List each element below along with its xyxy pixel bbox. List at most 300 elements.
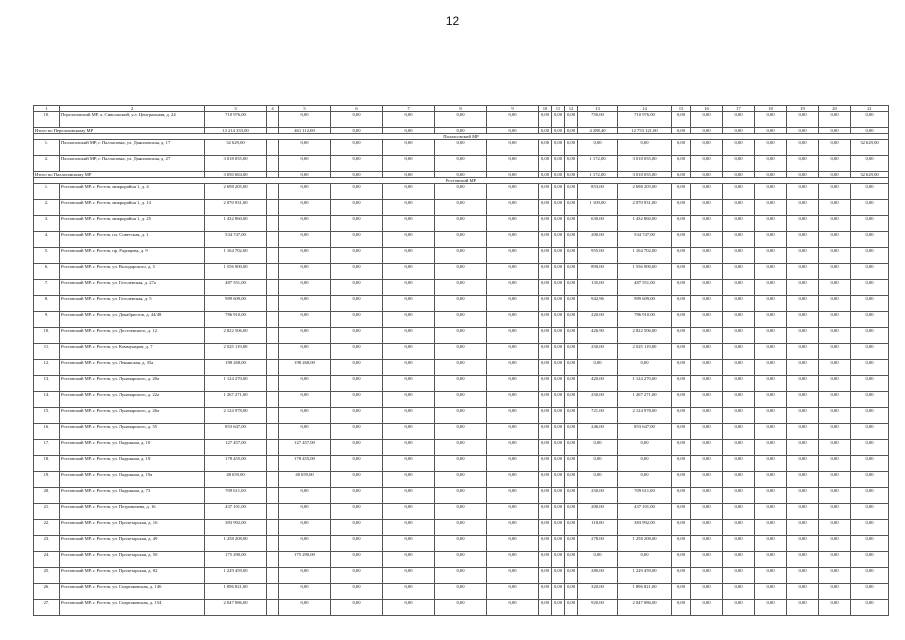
table-cell: 0,00 xyxy=(331,280,383,296)
table-cell: 0,00 xyxy=(723,536,755,552)
table-cell: 0,00 xyxy=(618,456,672,472)
table-row xyxy=(34,112,889,128)
table-cell: 0,00 xyxy=(755,156,787,172)
table-cell: 0,00 xyxy=(723,584,755,600)
table-cell: 0,00 xyxy=(435,172,487,178)
table-cell: 0,00 xyxy=(672,600,691,616)
table-cell: 0,00 xyxy=(435,112,487,128)
table-cell: 2 047 086,00 xyxy=(618,600,672,616)
table-cell: 0,00 xyxy=(331,328,383,344)
table-cell: 890,00 xyxy=(578,264,618,280)
address-cell: Перелазовский МР, х. Сиволжский, у.л. Центральная, д. 24 xyxy=(60,112,205,128)
table-cell: 0,00 xyxy=(691,488,723,504)
table-row xyxy=(34,156,889,172)
table-cell: 0,00 xyxy=(565,440,578,456)
table-cell: 0,00 xyxy=(755,504,787,520)
table-row xyxy=(34,296,889,312)
table-cell: 0,00 xyxy=(755,440,787,456)
table-cell: 0,00 xyxy=(487,328,539,344)
table-cell: 0,00 xyxy=(723,328,755,344)
table-cell: 0,00 xyxy=(787,552,819,568)
table-cell: 0,00 xyxy=(723,344,755,360)
table-cell: 0,00 xyxy=(552,552,565,568)
table-cell: 0,00 xyxy=(539,360,552,376)
table-cell: 1 124 270,00 xyxy=(618,376,672,392)
table-cell: 0,00 xyxy=(539,248,552,264)
table-cell: 1 172,00 xyxy=(578,156,618,172)
table-cell: 1 267 271,00 xyxy=(205,392,267,408)
table-cell: 0,00 xyxy=(552,200,565,216)
table-cell: 0,00 xyxy=(279,156,331,172)
table-cell: 0,00 xyxy=(819,504,851,520)
row-number: 19. xyxy=(34,472,60,488)
table-cell: 0,00 xyxy=(851,280,889,296)
table-cell: 0,00 xyxy=(487,504,539,520)
table-cell: 0,00 xyxy=(383,232,435,248)
table-cell: 0,00 xyxy=(331,552,383,568)
table-cell: 853 647,00 xyxy=(618,424,672,440)
table-cell: 175 290,00 xyxy=(205,552,267,568)
table-cell: 3 018 055,00 xyxy=(618,156,672,172)
row-number: 27. xyxy=(34,600,60,616)
table-cell: 0,00 xyxy=(755,456,787,472)
table-row xyxy=(34,200,889,216)
table-cell xyxy=(267,440,279,456)
table-cell: 0,00 xyxy=(331,344,383,360)
table-cell: 0,00 xyxy=(723,172,755,178)
table-cell: 0,00 xyxy=(691,140,723,156)
table-cell: 0,00 xyxy=(851,128,889,134)
table-cell: 0,00 xyxy=(819,456,851,472)
table-cell: 320,00 xyxy=(578,584,618,600)
table-cell xyxy=(267,552,279,568)
table-cell: 0,00 xyxy=(565,216,578,232)
table-cell: 0,00 xyxy=(755,216,787,232)
table-cell: 0,00 xyxy=(851,552,889,568)
table-cell: 0,00 xyxy=(487,520,539,536)
table-cell: 0,00 xyxy=(565,520,578,536)
table-cell: 0,00 xyxy=(787,232,819,248)
table-cell: 198 268,00 xyxy=(205,360,267,376)
table-cell: 0,00 xyxy=(672,472,691,488)
column-number: 8 xyxy=(435,106,487,112)
column-number: 18 xyxy=(755,106,787,112)
table-cell: 0,00 xyxy=(435,392,487,408)
address-cell: Ростовский МР, г. Ростов, ул. Луначарского, д. 26а xyxy=(60,408,205,424)
table-cell: 0,00 xyxy=(723,568,755,584)
address-cell: Ростовский МР, г. Ростов, ул. Володарского, д. 5 xyxy=(60,264,205,280)
table-row xyxy=(34,140,889,156)
table-cell: 0,00 xyxy=(552,296,565,312)
table-cell: 0,00 xyxy=(755,552,787,568)
table-cell: 0,00 xyxy=(851,344,889,360)
table-cell: 0,00 xyxy=(435,488,487,504)
table-cell: 0,00 xyxy=(539,128,552,134)
table-cell: 0,00 xyxy=(755,584,787,600)
table-cell: 0,00 xyxy=(819,408,851,424)
table-cell: 0,00 xyxy=(851,360,889,376)
table-cell xyxy=(267,344,279,360)
table-cell: 0,00 xyxy=(691,584,723,600)
table-cell: 0,00 xyxy=(565,392,578,408)
table-cell: 534 747,00 xyxy=(618,232,672,248)
table-cell: 0,00 xyxy=(487,408,539,424)
table-cell: 0,00 xyxy=(279,584,331,600)
repair-program-table xyxy=(33,105,889,616)
table-cell: 0,00 xyxy=(787,584,819,600)
table-cell: 0,00 xyxy=(435,264,487,280)
table-cell: 0,00 xyxy=(279,296,331,312)
table-cell: 0,00 xyxy=(723,600,755,616)
address-cell: Ростовский МР, г. Ростов, ул. Луначарского, д. 20а xyxy=(60,376,205,392)
row-number: 5. xyxy=(34,248,60,264)
table-cell: 0,00 xyxy=(672,536,691,552)
table-cell: 0,00 xyxy=(279,280,331,296)
table-row xyxy=(34,536,889,552)
table-cell: 2 822 506,00 xyxy=(205,328,267,344)
table-cell: 0,00 xyxy=(331,536,383,552)
table-cell xyxy=(267,184,279,200)
table-cell: 0,00 xyxy=(435,184,487,200)
table-row xyxy=(34,232,889,248)
table-cell: 0,00 xyxy=(672,248,691,264)
address-cell: Ростовский МР, г. Ростов, ул. Пролетарская, д. 82 xyxy=(60,568,205,584)
table-cell: 0,00 xyxy=(672,296,691,312)
table-cell: 0,00 xyxy=(552,472,565,488)
table-cell: 0,00 xyxy=(819,232,851,248)
table-cell: 0,00 xyxy=(672,456,691,472)
table-cell: 0,00 xyxy=(787,472,819,488)
table-cell xyxy=(267,536,279,552)
table-cell: 0,00 xyxy=(565,536,578,552)
table-cell: 0,00 xyxy=(552,344,565,360)
table-cell: 0,00 xyxy=(435,536,487,552)
table-cell: 0,00 xyxy=(435,376,487,392)
table-cell: 0,00 xyxy=(331,112,383,128)
table-cell: 0,00 xyxy=(755,184,787,200)
table-cell: 0,00 xyxy=(435,568,487,584)
address-cell: Палласовский МР, г. Палласовка, ул. Даниловская, д. 27 xyxy=(60,156,205,172)
address-cell: Ростовский МР, г. Ростов, пр. Радищева, д. 9 xyxy=(60,248,205,264)
table-cell: 0,00 xyxy=(691,440,723,456)
table-cell: 0,00 xyxy=(279,312,331,328)
address-cell: Ростовский МР, г. Ростов, ул. Петровичева, д. 16 xyxy=(60,504,205,520)
column-number: 5 xyxy=(279,106,331,112)
table-cell: 0,00 xyxy=(723,376,755,392)
table-cell: 0,00 xyxy=(851,248,889,264)
table-row xyxy=(34,456,889,472)
row-number: 18. xyxy=(34,456,60,472)
table-cell: 750,00 xyxy=(578,112,618,128)
table-cell: 0,00 xyxy=(672,112,691,128)
table-cell: 0,00 xyxy=(383,568,435,584)
table-cell xyxy=(267,280,279,296)
table-cell: 0,00 xyxy=(723,248,755,264)
table-cell: 0,00 xyxy=(565,172,578,178)
table-cell: 0,00 xyxy=(851,472,889,488)
table-cell: 0,00 xyxy=(435,216,487,232)
table-cell: 0,00 xyxy=(787,504,819,520)
table-cell: 0,00 xyxy=(383,264,435,280)
table-cell: 0,00 xyxy=(279,232,331,248)
table-cell: 0,00 xyxy=(331,172,383,178)
table-cell: 0,00 xyxy=(691,552,723,568)
table-cell: 0,00 xyxy=(383,156,435,172)
table-cell: 461 112,00 xyxy=(279,128,331,134)
table-cell: 2 070 931,00 xyxy=(618,200,672,216)
table-cell: 0,00 xyxy=(755,280,787,296)
table-cell: 0,00 xyxy=(435,232,487,248)
table-cell: 0,00 xyxy=(383,520,435,536)
table-cell: 0,00 xyxy=(552,408,565,424)
address-cell: Ростовский МР, г. Ростов, микрорайон 1, д. 14 xyxy=(60,200,205,216)
table-row xyxy=(34,568,889,584)
table-cell: 0,00 xyxy=(755,488,787,504)
table-cell: 0,00 xyxy=(755,344,787,360)
table-cell: 0,00 xyxy=(539,280,552,296)
table-cell: 0,00 xyxy=(552,140,565,156)
table-cell: 0,00 xyxy=(819,200,851,216)
table-cell: 278,00 xyxy=(578,536,618,552)
table-cell: 0,00 xyxy=(383,140,435,156)
table-cell: 3 050 684,00 xyxy=(205,172,267,178)
row-number: 3. xyxy=(34,216,60,232)
table-cell xyxy=(267,312,279,328)
table-cell: 0,00 xyxy=(851,456,889,472)
table-cell: 0,00 xyxy=(672,424,691,440)
table-cell: 0,00 xyxy=(331,128,383,134)
table-cell: 0,00 xyxy=(565,376,578,392)
table-cell: 0,00 xyxy=(487,280,539,296)
table-cell: 0,00 xyxy=(819,248,851,264)
table-cell: 0,00 xyxy=(819,112,851,128)
table-cell: 534 747,00 xyxy=(205,232,267,248)
column-number: 14 xyxy=(618,106,672,112)
table-row xyxy=(34,376,889,392)
table-cell: 0,00 xyxy=(383,296,435,312)
table-cell: 0,00 xyxy=(331,216,383,232)
table-cell: 0,00 xyxy=(487,312,539,328)
table-cell: 0,00 xyxy=(539,172,552,178)
table-cell: 0,00 xyxy=(723,184,755,200)
table-cell: 0,00 xyxy=(819,488,851,504)
table-cell: 0,00 xyxy=(565,112,578,128)
table-cell: 0,00 xyxy=(672,552,691,568)
table-cell: 0,00 xyxy=(279,264,331,280)
table-cell: 0,00 xyxy=(552,312,565,328)
table-cell: 198 268,00 xyxy=(279,360,331,376)
table-cell: 0,00 xyxy=(578,140,618,156)
section-title: Ростовский МР xyxy=(34,178,889,184)
table-cell: 0,00 xyxy=(383,472,435,488)
table-row xyxy=(34,584,889,600)
table-cell: 0,00 xyxy=(723,520,755,536)
table-cell: 0,00 xyxy=(552,172,565,178)
table-cell: 0,00 xyxy=(279,216,331,232)
table-cell: 853 647,00 xyxy=(205,424,267,440)
table-cell: 0,00 xyxy=(819,296,851,312)
table-cell: 32 629,00 xyxy=(205,140,267,156)
table-cell: 0,00 xyxy=(383,248,435,264)
table-cell: 3 018 055,00 xyxy=(205,156,267,172)
table-cell: 0,00 xyxy=(435,140,487,156)
table-cell: 0,00 xyxy=(691,280,723,296)
table-row xyxy=(34,184,889,200)
table-cell: 0,00 xyxy=(383,112,435,128)
table-cell: 0,00 xyxy=(787,360,819,376)
table-cell: 426,90 xyxy=(578,328,618,344)
table-cell: 0,00 xyxy=(435,504,487,520)
table-cell: 0,00 xyxy=(691,376,723,392)
table-cell: 0,00 xyxy=(552,504,565,520)
table-cell: 0,00 xyxy=(819,376,851,392)
table-cell: 0,00 xyxy=(723,232,755,248)
table-cell: 0,00 xyxy=(435,280,487,296)
table-cell: 0,00 xyxy=(552,488,565,504)
table-cell: 0,00 xyxy=(539,552,552,568)
table-cell: 0,00 xyxy=(331,312,383,328)
table-cell xyxy=(267,504,279,520)
table-cell: 0,00 xyxy=(565,568,578,584)
table-cell: 0,00 xyxy=(279,344,331,360)
address-cell: Ростовский МР, г. Ростов, ул. Окружная, д. 19а xyxy=(60,472,205,488)
row-number: 1. xyxy=(34,184,60,200)
table-cell: 0,00 xyxy=(723,200,755,216)
table-cell: 0,00 xyxy=(565,472,578,488)
table-cell: 0,00 xyxy=(383,128,435,134)
table-row xyxy=(34,552,889,568)
table-cell: 0,00 xyxy=(279,504,331,520)
row-number: 12. xyxy=(34,360,60,376)
table-cell: 0,00 xyxy=(331,424,383,440)
table-row xyxy=(34,312,889,328)
table-cell: 0,00 xyxy=(755,392,787,408)
table-cell: 0,00 xyxy=(851,264,889,280)
table-cell: 0,00 xyxy=(723,504,755,520)
table-row xyxy=(34,392,889,408)
table-row xyxy=(34,344,889,360)
column-number: 6 xyxy=(331,106,383,112)
table-cell: 0,00 xyxy=(331,140,383,156)
row-number: 16. xyxy=(34,424,60,440)
table-cell: 0,00 xyxy=(331,376,383,392)
table-cell: 1 267 271,00 xyxy=(618,392,672,408)
address-cell: Ростовский МР, г. Ростов, ул. Пролетарская, д. 50 xyxy=(60,552,205,568)
address-cell: Ростовский МР, г. Ростов, пл. Советская, д. 1 xyxy=(60,232,205,248)
table-cell: 383 992,00 xyxy=(205,520,267,536)
table-cell: 0,00 xyxy=(539,140,552,156)
table-cell: 0,00 xyxy=(383,216,435,232)
row-number: 21. xyxy=(34,504,60,520)
table-cell: 0,00 xyxy=(723,408,755,424)
table-cell: 0,00 xyxy=(755,112,787,128)
table-cell: 0,00 xyxy=(672,408,691,424)
table-cell: 0,00 xyxy=(565,552,578,568)
table-cell: 32 629,00 xyxy=(851,140,889,156)
table-cell: 0,00 xyxy=(487,376,539,392)
table-cell: 0,00 xyxy=(552,456,565,472)
table-cell: 0,00 xyxy=(331,568,383,584)
table-cell: 0,00 xyxy=(331,600,383,616)
table-cell: 0,00 xyxy=(691,216,723,232)
table-cell: 0,00 xyxy=(565,328,578,344)
table-cell: 0,00 xyxy=(723,552,755,568)
table-cell: 0,00 xyxy=(787,456,819,472)
table-cell: 0,00 xyxy=(435,424,487,440)
table-cell: 0,00 xyxy=(819,552,851,568)
table-cell: 0,00 xyxy=(672,172,691,178)
table-cell: 1 164 702,00 xyxy=(618,248,672,264)
table-cell: 0,00 xyxy=(565,248,578,264)
table-cell: 0,00 xyxy=(279,600,331,616)
table-cell: 0,00 xyxy=(723,264,755,280)
table-cell: 0,00 xyxy=(755,472,787,488)
table-cell: 0,00 xyxy=(487,232,539,248)
column-number: 11 xyxy=(552,106,565,112)
table-cell: 0,00 xyxy=(487,200,539,216)
table-cell: 0,00 xyxy=(723,112,755,128)
table-cell: 0,00 xyxy=(435,472,487,488)
table-cell: 0,00 xyxy=(331,472,383,488)
table-cell: 0,00 xyxy=(851,488,889,504)
table-cell xyxy=(267,200,279,216)
table-cell: 0,00 xyxy=(565,140,578,156)
table-cell: 250,00 xyxy=(578,488,618,504)
table-cell: 0,00 xyxy=(552,156,565,172)
table-cell: 0,00 xyxy=(435,312,487,328)
table-cell: 0,00 xyxy=(487,344,539,360)
table-cell: 0,00 xyxy=(723,424,755,440)
address-cell: Ростовский МР, г. Ростов, ул. Луначарского, д. 55 xyxy=(60,424,205,440)
table-cell: 0,00 xyxy=(487,600,539,616)
table-cell: 0,00 xyxy=(383,360,435,376)
table-cell: 2 698 205,00 xyxy=(205,184,267,200)
column-number: 13 xyxy=(578,106,618,112)
table-cell: 721,00 xyxy=(578,408,618,424)
table-cell: 0,00 xyxy=(755,328,787,344)
table-cell: 1 124 270,00 xyxy=(205,376,267,392)
table-cell: 630,00 xyxy=(578,216,618,232)
table-cell: 0,00 xyxy=(755,536,787,552)
table-cell: 0,00 xyxy=(723,456,755,472)
table-row xyxy=(34,280,889,296)
table-cell: 175 290,00 xyxy=(279,552,331,568)
table-cell: 0,00 xyxy=(565,456,578,472)
table-cell: 0,00 xyxy=(578,360,618,376)
table-cell: 0,00 xyxy=(819,568,851,584)
table-cell: 0,00 xyxy=(755,140,787,156)
row-number: 8. xyxy=(34,296,60,312)
table-cell: 0,00 xyxy=(279,520,331,536)
table-cell: 0,00 xyxy=(787,600,819,616)
table-cell: 0,00 xyxy=(565,264,578,280)
table-cell xyxy=(267,520,279,536)
table-cell: 0,00 xyxy=(279,408,331,424)
row-number: 26. xyxy=(34,584,60,600)
table-cell: 200,00 xyxy=(578,232,618,248)
table-cell xyxy=(267,264,279,280)
table-cell: 0,00 xyxy=(331,584,383,600)
table-cell: 0,00 xyxy=(383,504,435,520)
table-cell: 709 611,00 xyxy=(618,488,672,504)
table-cell: 0,00 xyxy=(539,328,552,344)
column-number: 9 xyxy=(487,106,539,112)
table-cell: 250,00 xyxy=(578,392,618,408)
table-cell: 0,00 xyxy=(819,216,851,232)
table-cell: 0,00 xyxy=(565,424,578,440)
table-cell: 0,00 xyxy=(552,216,565,232)
address-cell: Ростовский МР, г. Ростов, микрорайон 1, д. 25 xyxy=(60,216,205,232)
